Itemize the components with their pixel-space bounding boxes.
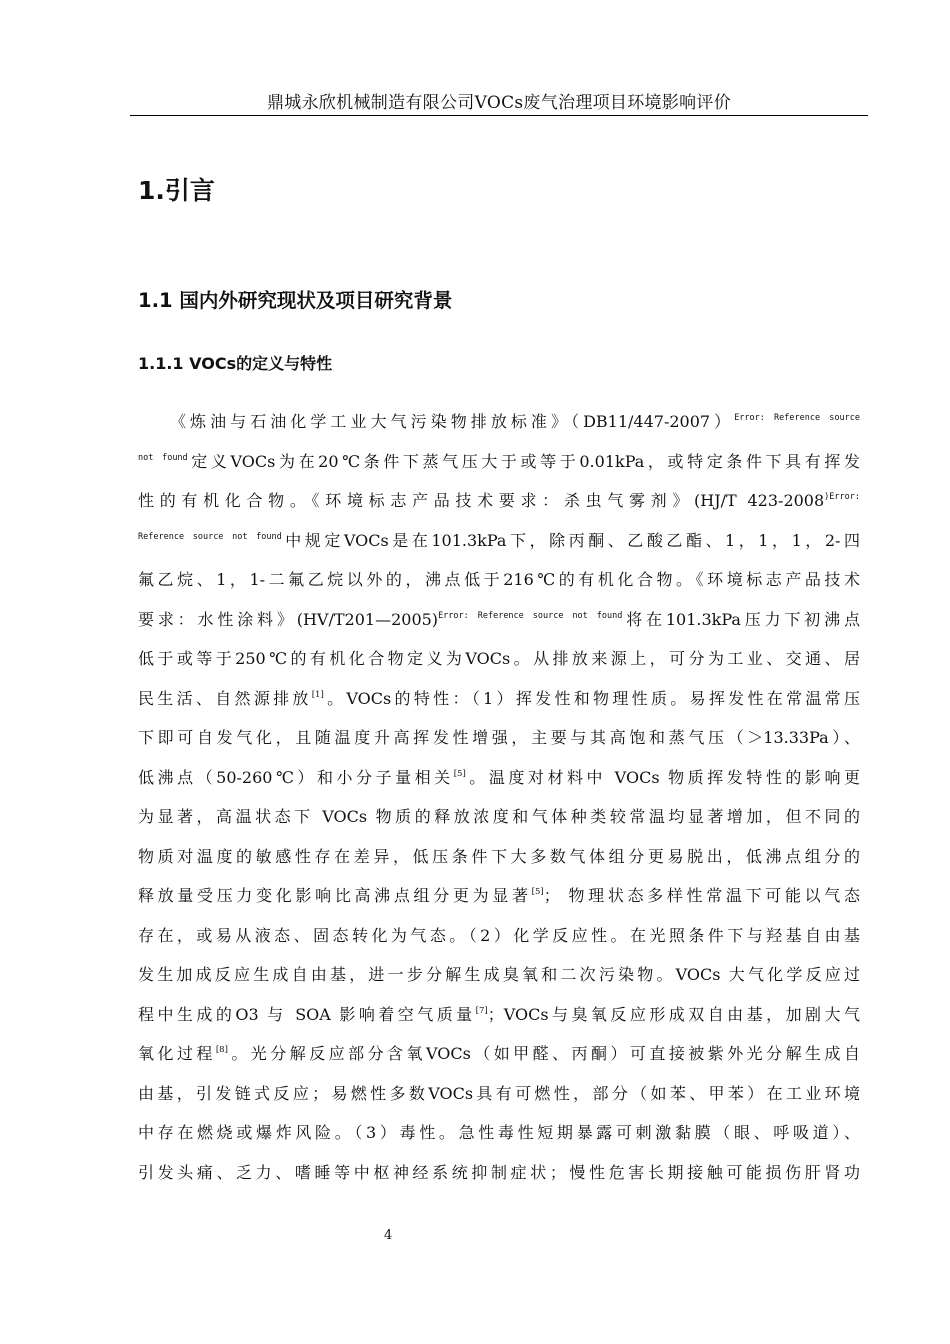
line-text: 定义VOCs为在20℃条件下蒸气压大于或等于0.01kPa，或特定条件下具有挥发 xyxy=(187,451,860,471)
paragraph-line xyxy=(138,1122,860,1144)
line-text: 物质对温度的敏感性存在差异，低压条件下大多数气体组分更易脱出，低沸点组分的 xyxy=(138,846,860,866)
line-text: 。VOCs的特性：（1）挥发性和物理性质。易挥发性在常温常压 xyxy=(323,688,860,708)
line-text: 为显著，高温状态下 VOCs 物质的释放浓度和气体种类较常温均显著增加，但不同的 xyxy=(138,807,860,826)
subsection-title: 1.1.1 VOCs的定义与特性 xyxy=(138,354,333,373)
paragraph-line xyxy=(138,530,860,552)
line-text: 。光分解反应部分含氧VOCs（如甲醛、丙酮）可直接被紫外光分解生成自 xyxy=(227,1044,860,1063)
section-title: 1.1 国内外研究现状及项目研究背景 xyxy=(138,289,453,312)
citation-superscript: [7] xyxy=(475,1005,488,1016)
line-text: 民生活、自然源排放 xyxy=(138,688,312,708)
line-text: 将在101.3kPa压力下初沸点 xyxy=(622,609,860,629)
reference-error-note: Error: Reference source not found xyxy=(438,610,623,621)
citation-superscript: [5] xyxy=(453,768,466,779)
reference-error-note: Reference source not found xyxy=(138,531,282,542)
line-text: 程中生成的O3 与 SOA 影响着空气质量 xyxy=(138,1004,476,1024)
paragraph-line xyxy=(138,885,860,907)
line-text: 存在，或易从液态、固态转化为气态。（2）化学反应性。在光照条件下与羟基自由基 xyxy=(138,925,860,945)
paragraph-line xyxy=(138,964,860,986)
paragraph-line xyxy=(138,648,860,670)
line-text: ；VOCs与臭氧反应形成双自由基，加剧大气 xyxy=(487,1004,860,1024)
paragraph-line xyxy=(138,609,860,631)
line-text: ； 物理状态多样性常温下可能以气态 xyxy=(543,886,860,905)
line-text: 性的有机化合物。《环境标志产品技术要求：杀虫气雾剂》(HJ/T 423-2008 xyxy=(138,491,825,510)
paragraph-line xyxy=(138,806,860,828)
line-text: 氧化过程 xyxy=(138,1044,216,1063)
paragraph-line xyxy=(138,846,860,868)
paragraph-line xyxy=(138,1043,860,1065)
line-text: 由基，引发链式反应；易燃性多数VOCs具有可燃性，部分（如苯、甲苯）在工业环境 xyxy=(138,1083,860,1103)
citation-superscript: [8] xyxy=(215,1045,228,1055)
reference-error-note: )Error: xyxy=(824,492,860,502)
paragraph-line xyxy=(138,767,860,789)
line-text: 发生加成反应生成自由基，进一步分解生成臭氧和二次污染物。VOCs 大气化学反应过 xyxy=(138,965,860,984)
paragraph-line xyxy=(138,688,860,710)
line-text: 中存在燃烧或爆炸风险。（3）毒性。急性毒性短期暴露可刺激黏膜（眼、呼吸道）、 xyxy=(138,1123,860,1142)
line-text: 氟乙烷、1，1-二氟乙烷以外的，沸点低于216℃的有机化合物。《环境标志产品技术 xyxy=(138,570,860,589)
line-text: 引发头痛、乏力、嗜睡等中枢神经系统抑制症状；慢性危害长期接触可能损伤肝肾功 xyxy=(138,1162,860,1182)
running-header: 鼎城永欣机械制造有限公司VOCs废气治理项目环境影响评价 xyxy=(266,93,732,113)
line-text: 低于或等于250℃的有机化合物定义为VOCs。从排放来源上，可分为工业、交通、居 xyxy=(138,649,860,668)
page-number: 4 xyxy=(384,1228,393,1243)
reference-error-note: not found xyxy=(138,452,188,463)
paragraph-line xyxy=(138,1004,860,1026)
line-text: 下即可自发气化，且随温度升高挥发性增强，主要与其高饱和蒸气压（＞13.33Pa）、 xyxy=(138,728,860,747)
citation-superscript: [1] xyxy=(311,689,324,700)
chapter-title: 1.引言 xyxy=(138,176,215,205)
paragraph-line xyxy=(138,451,860,473)
line-text: 要求：水性涂料》(HV/T201—2005) xyxy=(138,609,439,629)
line-text: 低沸点（50-260℃）和小分子量相关 xyxy=(138,767,454,787)
citation-superscript: [5] xyxy=(531,887,544,897)
line-text: 。温度对材料中 VOCs 物质挥发特性的影响更 xyxy=(465,767,860,787)
line-text: 中规定VOCs是在101.3kPa下，除丙酮、乙酸乙酯、1，1，1，2-四 xyxy=(281,530,860,550)
paragraph-line xyxy=(138,925,860,947)
line-text: 《炼油与石油化学工业大气污染物排放标准》（DB11/447-2007） xyxy=(170,412,735,431)
reference-error-note: Error: Reference source xyxy=(734,413,860,423)
paragraph-line xyxy=(138,1083,860,1105)
header-divider xyxy=(130,115,868,116)
paragraph-line xyxy=(138,490,860,512)
paragraph-line xyxy=(138,1162,860,1184)
paragraph-line xyxy=(138,727,860,749)
line-text: 释放量受压力变化影响比高沸点组分更为显著 xyxy=(138,886,532,905)
paragraph-line xyxy=(138,569,860,591)
paragraph-line xyxy=(170,411,860,433)
